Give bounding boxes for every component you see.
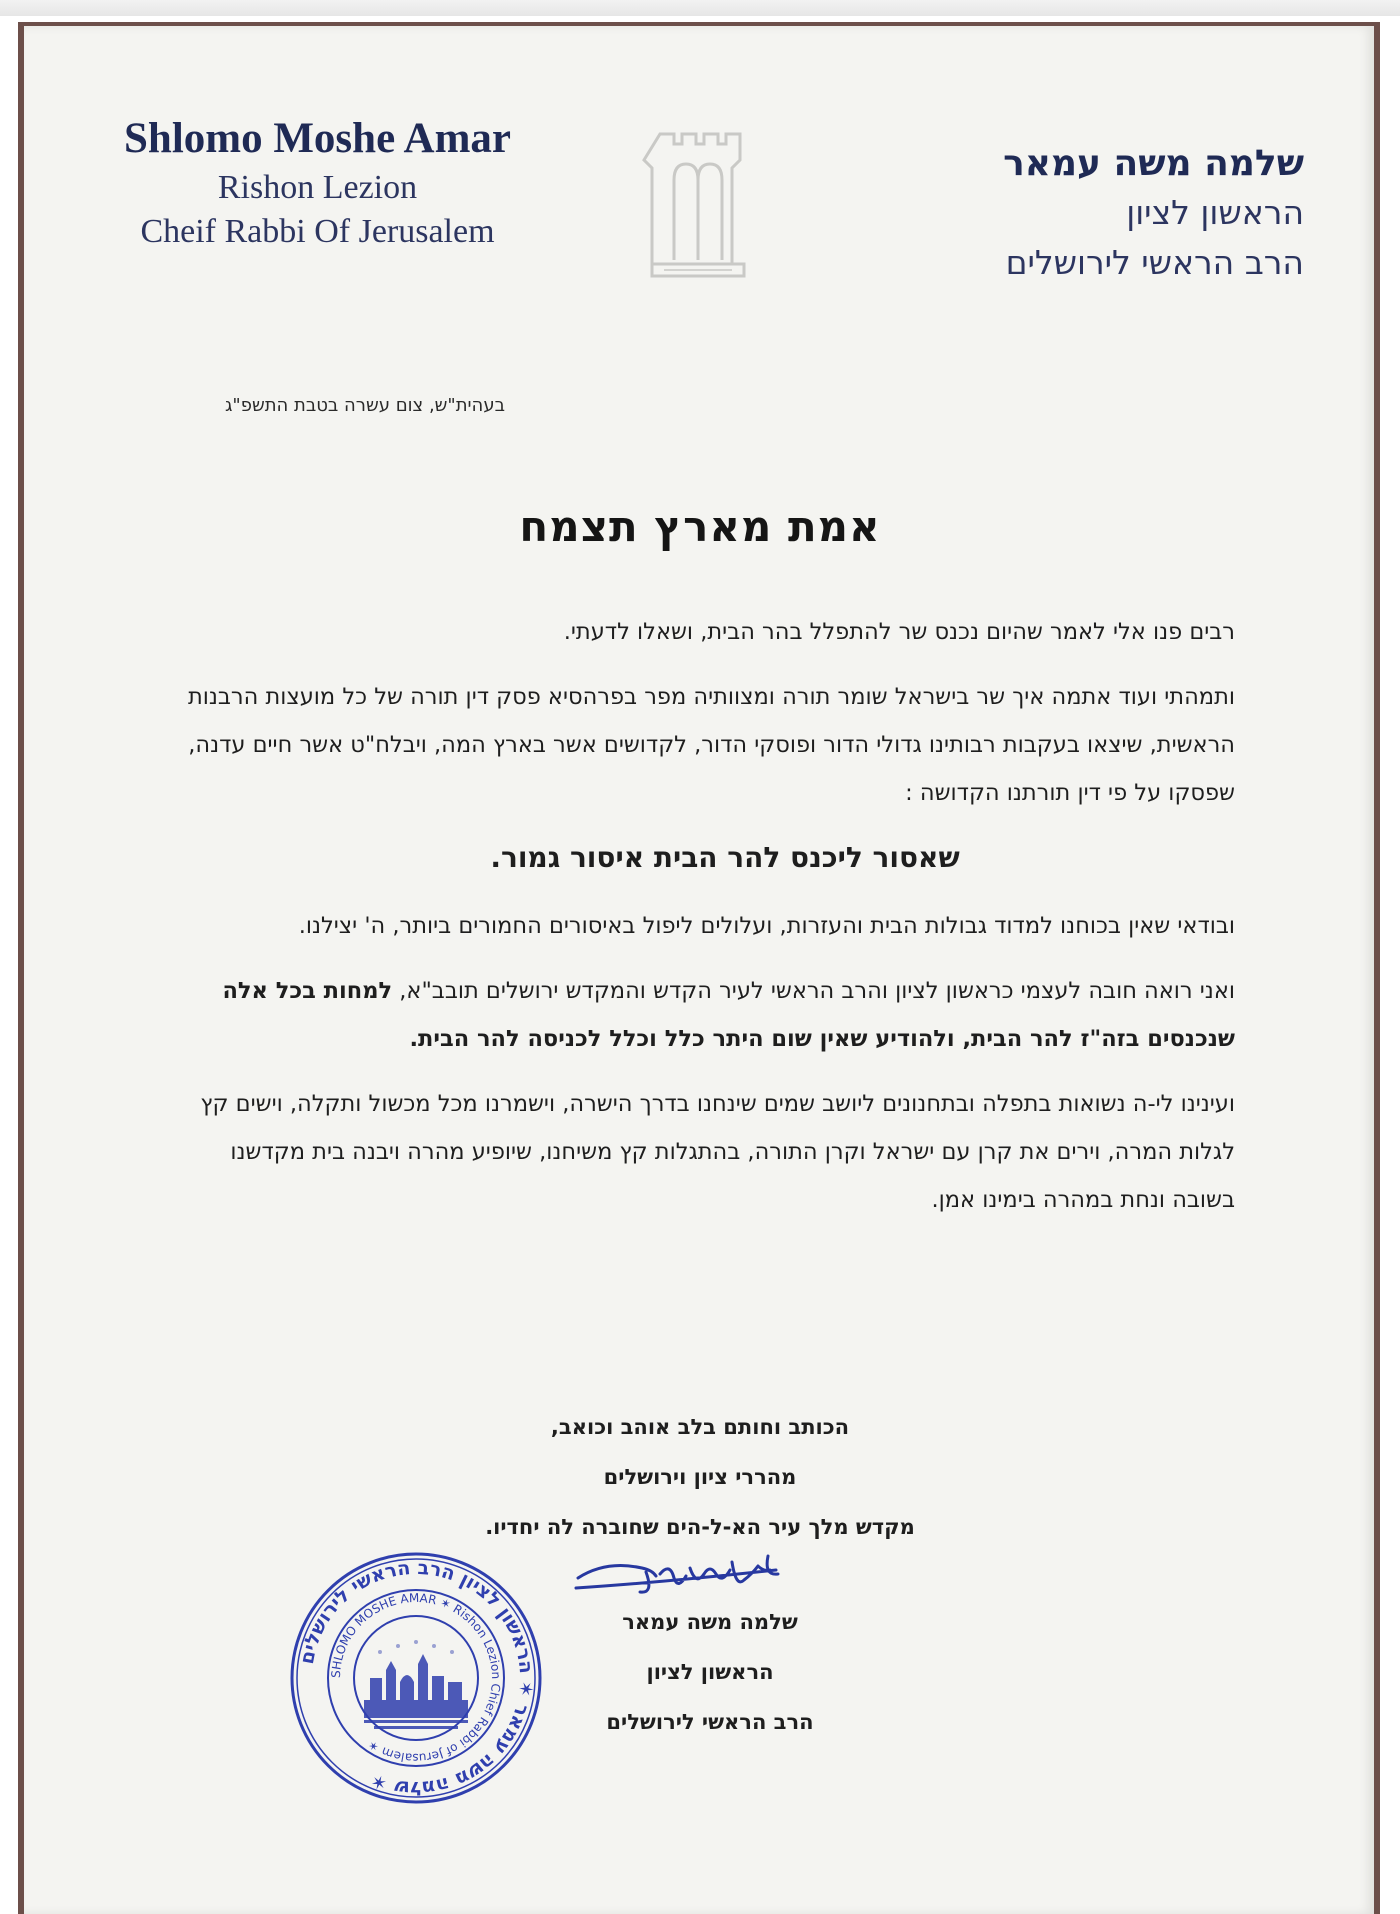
official-seal-stamp [288,1550,544,1806]
closing-line: הכותב וחותם בלב אוהב וכואב, [550,1415,850,1439]
hebrew-letterhead [974,140,1304,288]
viewer-top-strip [0,0,1400,16]
letter-title: אמת מארץ תצמח [519,502,881,551]
letter-body [165,608,1235,1241]
body-paragraph: רבים פנו אלי לאמר שהיום נכנס שר להתפלל בהר הבית, ושאלו לדעתי. [563,619,1235,645]
signatory-block [560,1597,860,1747]
stamp-outer-text: שלמה משה עמאר ✶ הראשון לציון הרב הראשי לירושלים ✶ [295,1556,538,1800]
paragraph-bold-text: למחות בכל אלה שנכנסים בזה"ז להר הבית, ולהודיע שאין שום היתר כלל וכלל לכניסה להר הבית. [222,978,1235,1052]
english-letterhead [110,112,525,254]
stamp-inner-text: SHLOMO MOSHE AMAR ✶ Rishon Lezion Chief Rabbi of Jerusalem ✶ [328,1590,504,1766]
body-paragraph: ותמהתי ועוד אתמה איך שר בישראל שומר תורה ומצוותיה מפר בפרהסיא פסק דין תורה של כל מועצות הרבנות הראשית, שיצאו בעקבות רבותינו גדולי הדור ופוסקי הדור, לקדושים אשר בארץ המה, ויבלח"ט אשר חיים עדנה, שפסקו על פי דין תורתנו הקדושה : [187,684,1235,806]
ruling-statement: שאסור ליכנס להר הבית איסור גמור. [490,841,960,874]
jerusalem-skyline-icon [364,1654,468,1729]
letter-date: בעהית"ש, צום עשרה בטבת התשפ"ג [225,395,505,416]
closing-line: מהררי ציון וירושלים [603,1465,797,1489]
svg-text:SHLOMO MOSHE AMAR ✶ Rishon Lez [329,1591,503,1765]
closing-block [420,1402,980,1552]
body-paragraph: ובודאי שאין בכוחנו למדוד גבולות הבית והעזרות, ועלולים ליפול באיסורים החמורים ביותר, ה' יצילנו. [298,913,1235,939]
signatory-title: הראשון לציון [646,1660,774,1684]
hebrew-name: שלמה משה עמאר [1003,143,1304,184]
english-name: Shlomo Moshe Amar [124,115,511,162]
closing-line: מקדש מלך עיר הא-ל-הים שחוברה לה יחדיו. [485,1515,915,1539]
hebrew-role: הרב הראשי לירושלים [1005,243,1304,282]
body-paragraph: ועינינו לי-ה נשואות בתפלה ובתחנונים ליושב שמים שינחנו בדרך הישרה, וישמרנו מכל מכשול ותקלה, וישים קץ לגלות המרה, וירים את קרן עם ישראל וקרן התורה, בהתגלות קץ משיחנו, שיופיע מהרה ויבנה בית מקדשנו בשובה ונחת במהרה בימינו אמן. [200,1091,1235,1213]
tower-emblem-icon [638,130,758,278]
hebrew-title: הראשון לציון [1126,193,1304,232]
handwritten-signature [572,1548,792,1604]
signatory-role: הרב הראשי לירושלים [606,1710,814,1734]
english-role: Cheif Rabbi Of Jerusalem [140,213,495,250]
english-title: Rishon Lezion [217,169,418,206]
body-paragraph [165,967,1235,1063]
signatory-name: שלמה משה עמאר [622,1610,798,1634]
paragraph-text: ואני רואה חובה לעצמי כראשון לציון והרב הראשי לעיר הקדש והמקדש ירושלים תובב"א, [399,978,1235,1004]
